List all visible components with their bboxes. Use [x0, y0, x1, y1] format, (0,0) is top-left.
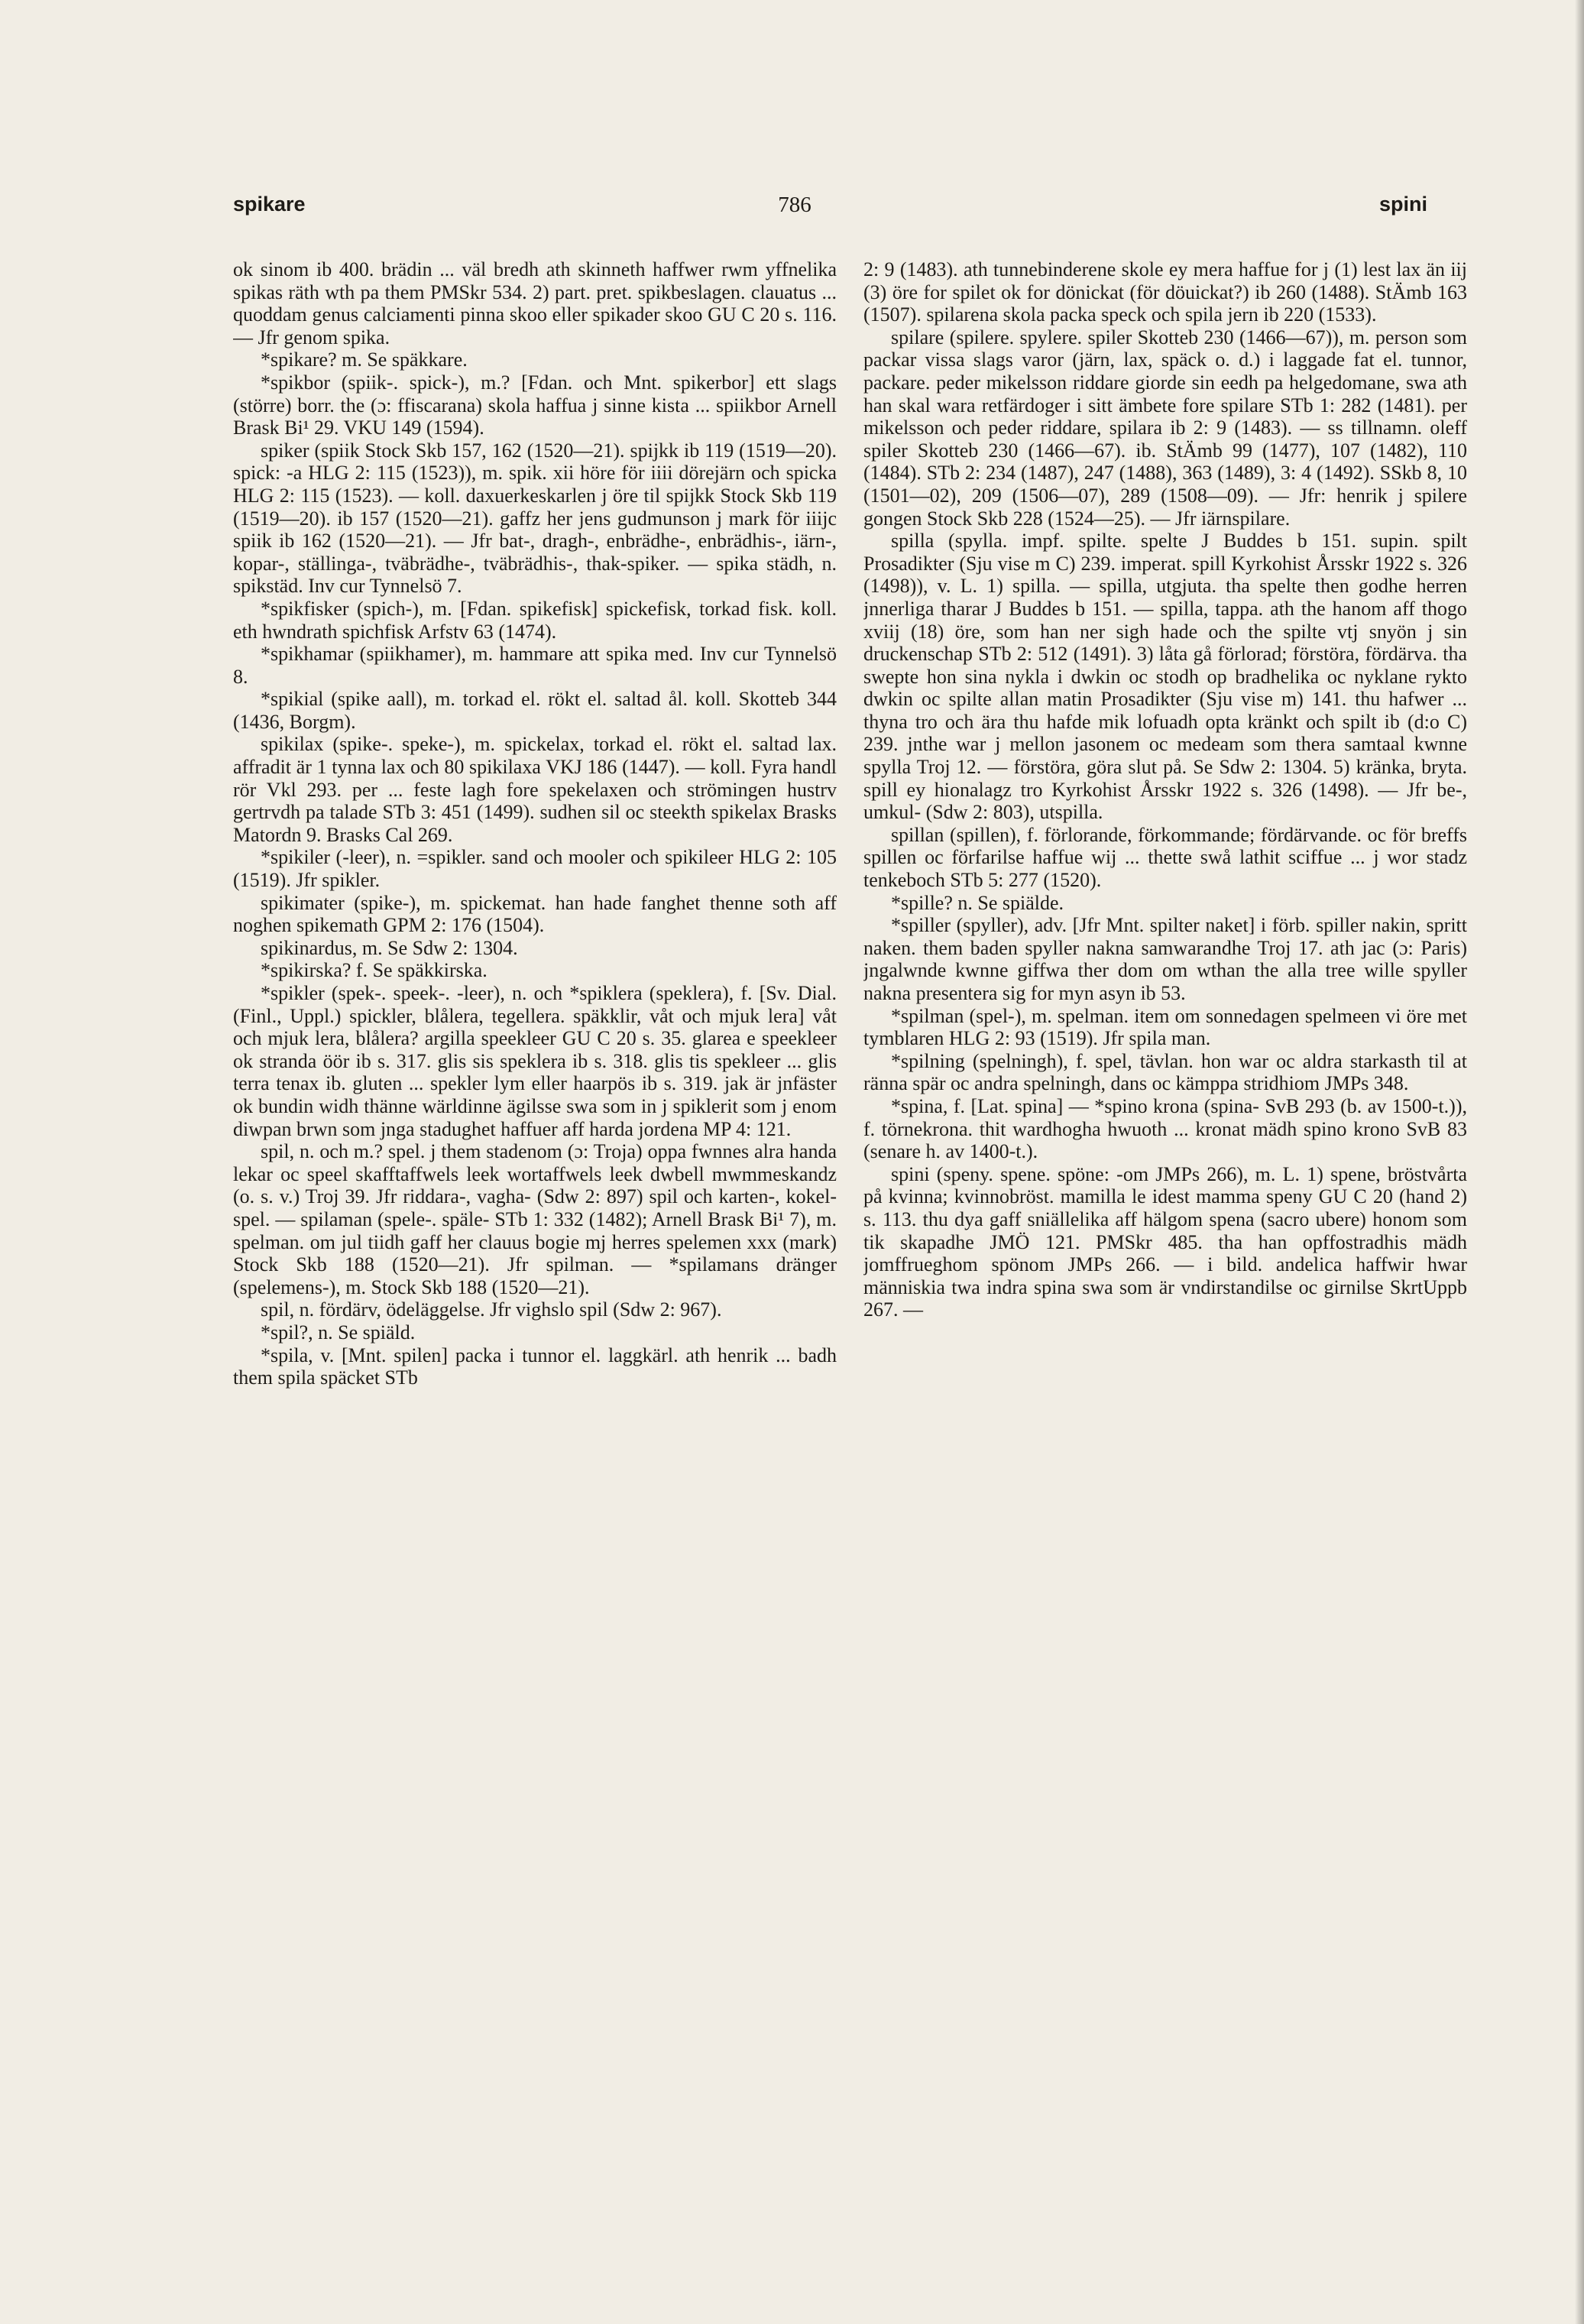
dictionary-entry: *spikbor (spiik-. spick-), m.? [Fdan. och Mnt. spikerbor] ett slags (större) borr. the (ɔ: ffiscarana) skola haffua j sinne kista ... spiikbor Arnell Brask Bi¹ 29. VKU 149 (1594).	[233, 371, 837, 439]
running-head-left: spikare	[233, 193, 306, 216]
dictionary-entry: *spikfisker (spich-), m. [Fdan. spikefisk] spickefisk, torkad fisk. koll. eth hwndrath spichfisk Arfstv 63 (1474).	[233, 597, 837, 643]
dictionary-entry: ok sinom ib 400. brädin ... väl bredh ath skinneth haffwer rwm yffnelika spikas räth wth pa them PMSkr 534. 2) part. pret. spikbeslagen. clauatus ... quoddam genus calciamenti pinna skoo eller spikader skoo GU C 20 s. 116. — Jfr genom spika.	[233, 258, 837, 348]
dictionary-entry: *spikiler (-leer), n. =spikler. sand och mooler och spikileer HLG 2: 105 (1519). Jfr spikler.	[233, 846, 837, 892]
running-head-right: spini	[1378, 193, 1427, 216]
dictionary-entry: *spilman (spel-), m. spelman. item om sonnedagen spelmeen vi öre met tymblaren HLG 2: 93 (1519). Jfr spila man.	[863, 1004, 1467, 1050]
dictionary-entry: spillan (spillen), f. förlorande, förkommande; fördärvande. oc för breffs spillen oc förfarilse haffue wij ... thette swå lathit sciffue ... j wor stadz tenkeboch STb 5: 277 (1520).	[863, 823, 1467, 892]
dictionary-entry: spini (speny. spene. spöne: -om JMPs 266), m. L. 1) spene, bröstvårta på kvinna; kvinnobröst. mamilla le idest mamma speny GU C 20 (hand 2) s. 113. thu dya gaff sniällelika aff hälgom spena (sacro ubere) honom som tik skapadhe JMÖ 121. PMSkr 485. tha han opffostradhis mädh jomffrueghom spönom JMPs 266. — i bild. andelica haffwir hwar människia twa indra spina swa som är vndirstandilse oc girnilse SkrtUppb 267. —	[863, 1162, 1467, 1321]
dictionary-entry: *spilning (spelningh), f. spel, tävlan. hon war oc aldra starkasth til at ränna spär oc andra spelningh, dans oc kämppa stridhiom JMPs 348.	[863, 1049, 1467, 1095]
dictionary-entry: *spikare? m. Se späkkare.	[261, 348, 468, 371]
page-number: 786	[778, 193, 811, 217]
page-edge-shadow	[1575, 0, 1584, 2324]
dictionary-entry: 2: 9 (1483). ath tunnebinderene skole ey mera haffue for j (1) lest lax än iij (3) öre for spilet ok for dönickat (för döuickat?) ib 260 (1488). StÄmb 163 (1507). spilarena skola packa speck och spila jern ib 220 (1533).	[863, 258, 1467, 326]
left-column	[233, 258, 837, 2215]
dictionary-entry: *spiller (spyller), adv. [Jfr Mnt. spilter naket] i förb. spiller nakin, spritt naken. them baden spyller nakna samwarandhe Troj 17. ath jac (ɔ: Paris) jngalwnde kwnne giffwa ther dom om wthan the alla tree wille spyller nakna presentera sig for myn asyn ib 53.	[863, 914, 1467, 1004]
dictionary-entry: *spikhamar (spiikhamer), m. hammare att spika med. Inv cur Tynnelsö 8.	[233, 643, 837, 688]
right-column	[863, 258, 1467, 2215]
dictionary-entry: spiker (spiik Stock Skb 157, 162 (1520—21). spijkk ib 119 (1519—20). spick: -a HLG 2: 115 (1523)), m. spik. xii höre för iiii dörejärn och spicka HLG 2: 115 (1523). — koll. daxuerkeskarlen j öre til spijkk Stock Skb 119 (1519—20). ib 157 (1520—21). gaffz her jens gudmunson j mark för iiijc spiik ib 162 (1520—21). — Jfr bat-, dragh-, enbrädhe-, enbrädhis-, iärn-, kopar-, ställinga-, tväbrädhe-, tväbrädhis-, thak-spiker. — spika städh, n. spikstäd. Inv cur Tynnelsö 7.	[233, 439, 837, 598]
dictionary-entry: spil, n. fördärv, ödeläggelse. Jfr vighslo spil (Sdw 2: 967).	[261, 1298, 722, 1321]
dictionary-entry: *spikirska? f. Se späkkirska.	[261, 959, 488, 982]
dictionary-entry: *spila, v. [Mnt. spilen] packa i tunnor el. laggkärl. ath henrik ... badh them spila späcket STb	[233, 1344, 837, 1389]
dictionary-entry: *spikler (spek-. speek-. -leer), n. och *spiklera (speklera), f. [Sv. Dial. (Finl., Uppl.) spickler, blålera, tegellera. späkklir, våt och mjuk lera] våt och mjuk lera, blålera? argilla speekleer GU C 20 s. 35. glarea e speekleer ok stranda öör ib s. 317. glis sis speklera ib s. 318. glis tis spekleer ... glis terra tenax ib. gluten ... spekler lym eller haarpös ib s. 319. jak är jnfäster ok bundin widh thänne wärldinne ägilsse swa som in j spiklerit som j enom diwpan brwn som jnga stadughet haffuer aff harda jordena MP 4: 121.	[233, 982, 837, 1140]
dictionary-entry: spil, n. och m.? spel. j them stadenom (ɔ: Troja) oppa fwnnes alra handa lekar oc speel skafftaffwels leek wortaffwels leek dwbell mwmmeskandz (o. s. v.) Troj 39. Jfr riddara-, vagha- (Sdw 2: 897) spil och karten-, kokel-spel. — spilaman (spele-. späle- STb 1: 332 (1482); Arnell Brask Bi¹ 7), m. spelman. om jul tiidh gaff her clauus bogie mj herres spelemen xxx (mark) Stock Skb 188 (1520—21). Jfr spilman. — *spilamans dränger (spelemens-), m. Stock Skb 188 (1520—21).	[233, 1140, 837, 1298]
dictionary-entry: spilla (spylla. impf. spilte. spelte J Buddes b 151. supin. spilt Prosadikter (Sju vise m C) 239. imperat. spill Kyrkohist Årsskr 1922 s. 326 (1498)), v. L. 1) spilla. — spilla, utgjuta. tha spelte then godhe herren jnnerliga tharar J Buddes b 151. — spilla, tappa. ath the hanom aff thogo xviij (18) öre, som han ner sigh hade och the spilte vtj snyön j sin druckenschap STb 2: 512 (1491). 3) låta gå förlorad; förstöra, fördärva. tha swepte hon sina nykla i dwkin oc stodh op bradhelika oc nyklane rykto dwkin oc spilte allan matin Prosadikter (Sju vise m) 141. thu hafwer ... thyna tro och ära thu hafde mik lofuadh opta kränkt och spilt ib (d:o C) 239. jnthe war j mellon jasonem oc medeam som thera samtaal kwnne spylla Troj 12. — förstöra, göra slut på. Se Sdw 2: 1304. 5) kränka, bryta. spill ey hionalagz tro Kyrkohist Årsskr 1922 s. 326 (1498). — Jfr be-, umkul- (Sdw 2: 803), utspilla.	[863, 530, 1467, 824]
dictionary-entry: spikimater (spike-), m. spickemat. han hade fanghet thenne soth aff noghen spikemath GPM 2: 176 (1504).	[233, 891, 837, 937]
dictionary-entry: *spikial (spike aall), m. torkad el. rökt el. saltad ål. koll. Skotteb 344 (1436, Borgm).	[233, 688, 837, 733]
dictionary-entry: *spina, f. [Lat. spina] — *spino krona (spina- SvB 293 (b. av 1500-t.)), f. törnekrona. thit wardhogha hwuoth ... kronat mädh spino krono SvB 83 (senare h. av 1400-t.).	[863, 1094, 1467, 1163]
dictionary-entry: spilare (spilere. spylere. spiler Skotteb 230 (1466—67)), m. person som packar vissa slags varor (järn, lax, späck o. d.) i laggade fat el. tunnor, packare. peder mikelsson riddare giorde sin eedh pa helgedomane, swa ath han skal wara retfärdoger i sitt ämbete fore spilare STb 1: 282 (1481). per mikelsson och peder riddare, spilara ib 2: 9 (1483). — ss tillnamn. oleff spiler Skotteb 230 (1466—67). ib. StÄmb 99 (1477), 107 (1482), 110 (1484). STb 2: 234 (1487), 247 (1488), 363 (1489), 3: 4 (1492). SSkb 8, 10 (1501—02), 209 (1506—07), 289 (1508—09). — Jfr: henrik j spilere gongen Stock Skb 228 (1524—25). — Jfr iärnspilare.	[863, 326, 1467, 530]
dictionary-entry: spikilax (spike-. speke-), m. spickelax, torkad el. rökt el. saltad lax. affradit är 1 tynna lax och 80 spikilaxa VKJ 186 (1447). — koll. Fyra handl rör Vkl 293. per ... feste lagh fore spekelaxen och strömingen hustrv gertrvdh pa talade STb 3: 451 (1499). sudhen sil oc steekth spikelax Brasks Matordn 9. Brasks Cal 269.	[233, 733, 837, 846]
dictionary-entry: *spille? n. Se spiälde.	[891, 891, 1064, 914]
dictionary-entry: *spil?, n. Se spiäld.	[261, 1321, 416, 1344]
dictionary-entry: spikinardus, m. Se Sdw 2: 1304.	[261, 936, 518, 959]
